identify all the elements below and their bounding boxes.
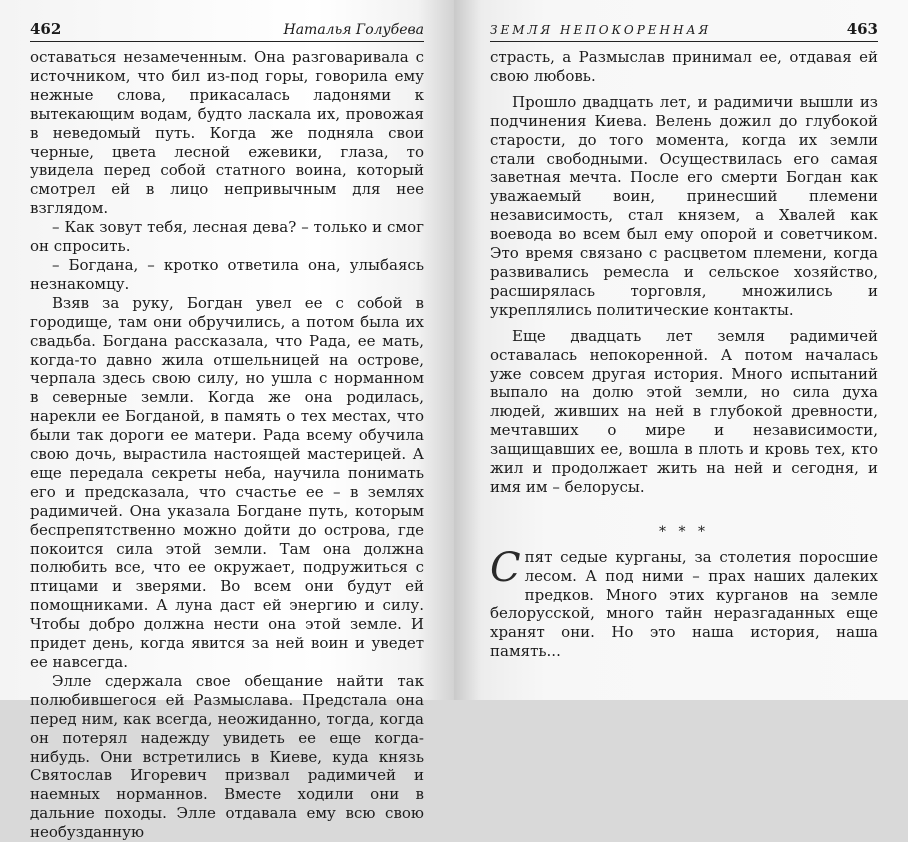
paragraph: – Как зовут тебя, лесная дева? – только и смог он спросить. bbox=[30, 218, 424, 256]
paragraph: Прошло двадцать лет, и радимичи вышли из подчинения Киева. Велень дожил до глубокой старости, до того момента, когда их земли стали свободными. Осуществилась его самая заветная мечта. После его смерти Богдан как уважаемый воин, принесший племени независимость, стал князем, а Хвалей как воевода во всем был ему опорой и советчиком. Это время связано с расцветом племени, когда развивались ремесла и сельское хозяйство, расширялась торговля, множились и укреплялись политические контакты. bbox=[490, 92, 878, 319]
epilogue-text: пят седые курганы, за столетия поросшие лесом. А под ними – прах наших далеких предков. Много этих курганов на земле белорусской, много тайн неразгаданных еще хранят они. Но это наша история, наша память... bbox=[490, 547, 878, 661]
running-head-author: Наталья Голубева bbox=[283, 22, 424, 38]
paragraph: оставаться незамеченным. Она разговаривала с источником, что бил из-под горы, говорила ему нежные слова, прикасалась ладонями к вытекающим водам, будто ласкала их, провожая в неведомый путь. Когда же подняла свои черные, цвета лесной ежевики, глаза, то увидела перед собой статного воина, который смотрел ей в лицо непривычным для нее взглядом. bbox=[30, 48, 424, 218]
paragraph: страсть, а Размыслав принимал ее, отдавая ей свою любовь. bbox=[490, 48, 878, 85]
epilogue-paragraph bbox=[490, 544, 878, 661]
right-page-body bbox=[490, 48, 878, 661]
paragraph: – Богдана, – кротко ответила она, улыбаясь незнакомцу. bbox=[30, 255, 424, 293]
drop-cap: С bbox=[490, 544, 521, 591]
right-page bbox=[454, 0, 908, 700]
section-separator: * * * bbox=[659, 523, 709, 540]
left-page-header bbox=[30, 20, 424, 42]
right-page-header bbox=[490, 20, 878, 42]
paragraph: Еще двадцать лет земля радимичей оставалась непокоренной. А потом началась уже совсем другая история. Много испытаний выпало на долю этой земли, но сила духа людей, живших на ней в глубокой древности, мечтавших о мире и независимости, защищавших ее, вошла в плоть и кровь тех, кто жил и продолжает жить на ней и сегодня, и имя им – белорусы. bbox=[490, 326, 878, 496]
running-head-title: ЗЕМЛЯ НЕПОКОРЕННАЯ bbox=[490, 23, 712, 37]
paragraph: Элле сдержала свое обещание найти так полюбившегося ей Размыслава. Предстала она перед ним, как всегда, неожиданно, тогда, когда он потерял надежду увидеть ее еще когда-нибудь. Они встретились в Киеве, куда князь Святослав Игоревич призвал радимичей и наемных норманнов. Вместе ходили они в дальние походы. Элле отдавала ему всю свою необузданную bbox=[30, 671, 424, 842]
page-number: 463 bbox=[846, 20, 878, 38]
paragraph: Взяв за руку, Богдан увел ее с собой в городище, там они обручились, а потом была их свадьба. Богдана рассказала, что Рада, ее мать, когда-то давно жила отшельницей на острове, черпала здесь свою силу, но ушла с норманном в северные земли. Когда же она родилась, нарекли ее Богданой, в память о тех местах, что были так дороги ее матери. Рада всему обучила свою дочь, вырастила настоящей мастерицей. А еще передала секреты неба, научила понимать его и предсказала, что счастье ее – в землях радимичей. Она указала Богдане путь, которым беспрепятственно можно дойти до острова, где покоится сила этой земли. Там она должна полюбить все, что ее окружает, подружиться с птицами и зверями. Во всем они будут ей помощниками. А луна даст ей энергию и силу. Чтобы добро должна нести она этой земле. И придет день, когда явится за ней воин и уведет ее навсегда. bbox=[30, 293, 424, 671]
left-page-body bbox=[30, 48, 424, 842]
page-number: 462 bbox=[30, 20, 62, 38]
